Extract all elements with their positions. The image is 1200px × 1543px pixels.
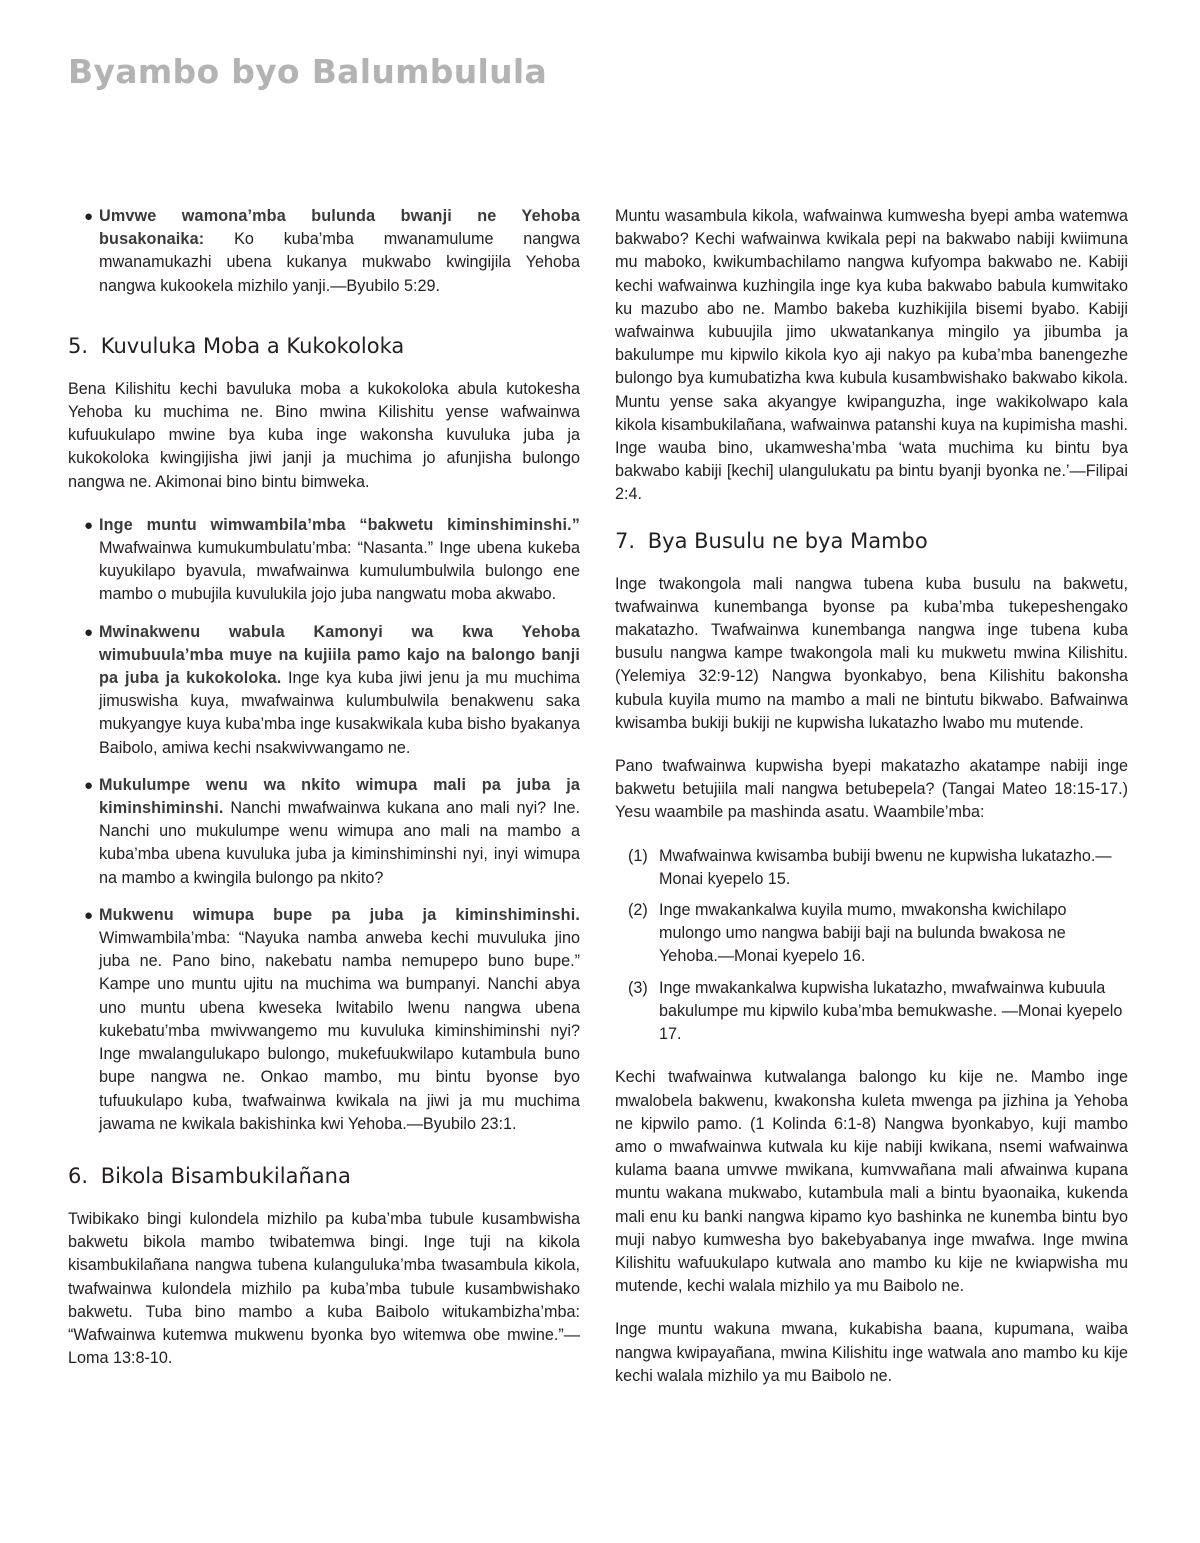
- section-title: Kuvuluka Moba a Kukokoloka: [100, 333, 405, 358]
- section-heading-6: [68, 1162, 580, 1190]
- bullet-dot-icon: ●: [84, 208, 94, 225]
- bullet-text: Ko kuba’mba mwanamulume nangwa mwanamukazhi ubena kukanya mukwabo kwingijila Yehoba nangwa kukookela mizhilo yanji.—Byubilo 5:29.: [99, 230, 580, 295]
- section-7-paragraph: Pano twafwainwa kupwisha byepi makatazho akatampe nabiji inge bakwetu betujiila mali nangwa betubepela? (Tangai Mateo 18:15-17.) Yesu waambile pa mashinda asatu. Waambile’mba:: [615, 757, 1128, 822]
- section-number: 6.: [68, 1163, 89, 1188]
- section-heading-5: [68, 332, 580, 360]
- bullet-dot-icon: ●: [84, 623, 94, 641]
- step-number: (2): [628, 901, 648, 920]
- running-title: Byambo byo Balumbulula: [68, 52, 548, 91]
- bullet-dot-icon: ●: [84, 516, 94, 534]
- step-text: Inge mwakankalwa kuyila mumo, mwakonsha kwichilapo mulongo umo nangwa babiji baji na bulunda bwakosa ne Yehoba.—Monai kyepelo 16.: [659, 901, 1067, 966]
- left-column: [68, 205, 580, 1370]
- section-7-paragraph: Kechi twafwainwa kutwalanga balongo ku kije ne. Mambo inge mwalobela bakwenu, kwakonsha kuleta mwenga pa jizhina ja Yehoba ne kipwilo pamo. (1 Kolinda 6:1-8) Nangwa byonkabyo, kuji mambo amo o mwafwainwa kutwala ku kije nabiji kwikana, nsemi wafwainwa kulama baana umvwe mwikana, kumvwañana mali afwainwa kupana muntu wakana mukwabo, kutambula mali a bintu byaonaika, kukenda mali enu ku banki nangwa kipamo kyo bashinka ne kunemba bintu byo muji nabyo kumwesha byo bakebyabanya inge mwafwa. Inge mwina Kilishitu wafuukulapo kutwala ano mambo ku kije ne kwiapwisha mu mutende, kechi walala mizhilo ya mu Baibolo ne.: [615, 1068, 1128, 1296]
- bullet-text: Inge kya kuba jiwi jenu ja mu muchima jimuswisha kuya, mwafwainwa kulumbulwila benakwenu saka mukyangye kuya kuba’mba inge kusakwikala kuba bisho byakanya Baibolo, amiwa kechi nsakwivwangamo ne.: [99, 669, 580, 757]
- bullet-dot-icon: ●: [84, 776, 94, 794]
- bullet-text: Nanchi mwafwainwa kukana ano mali nyi? Ine. Nanchi uno mukulumpe wenu wimupa ano mali na mambo a kuba’mba ubena kuvuluka juba ja kiminshiminshi nyi, inyi wimupa na mambo a kwingila bulongo pa nkito?: [99, 799, 580, 887]
- intro-bullet-list: [68, 205, 580, 298]
- steps-list: [615, 845, 1128, 1047]
- step-text: Mwafwainwa kwisamba bubiji bwenu ne kupwisha lukatazho.—Monai kyepelo 15.: [659, 846, 1112, 888]
- bullet-item: [68, 621, 580, 760]
- bullet-item: [68, 514, 580, 607]
- section-6-continued: Muntu wasambula kikola, wafwainwa kumwesha byepi amba watemwa bakwabo? Kechi wafwainwa kwikala pepi na bakwabo nabiji kwiimuna mu maboko, kwikumbachilamo nangwa kufyompa bakwabo ne. Kabiji kechi wafwainwa kuzhingila inge kya kuba bakwabo babula kumwitako ku mazubo abo ne. Mambo bakeba kuzhikijila bisemi byabo. Kabiji wafwainwa kubuujila jimo ukwatankanya mingilo ya jibumba ja bakulumpe mu kipwilo kikola kyo aji nakyo pa kuba’mba banengezhe bulongo bya kumubatizha kwa kubula kusambwishako bakwabo kikola. Muntu yense saka akyangye kwipanguzha, inge wakikolwapo kala kikola kisambukilañana, wafwainwa patanshi kuya na kupimisha mashi. Inge wauba bino, ukamwesha’mba ‘wata muchima ku bintu bya bakwabo kabiji [kechi] ulangulukatu pa bintu byanji byonka ne.’—Filipai 2:4.: [615, 207, 1128, 504]
- section-title: Bikola Bisambukilañana: [100, 1163, 351, 1188]
- section-number: 7.: [615, 528, 636, 553]
- step-item: [615, 899, 1128, 969]
- bullet-lead: Umvwe wamona’mba bulunda bwanji ne Yehoba busakonaika:: [99, 207, 580, 249]
- step-item: [615, 977, 1128, 1047]
- bullet-item: [68, 205, 580, 298]
- bullet-lead: Mukwenu wimupa bupe pa juba ja kiminshiminshi.: [99, 905, 580, 924]
- section-7-paragraph: Inge twakongola mali nangwa tubena kuba busulu na bakwetu, twafwainwa kunembanga byonse pa kuba’mba tukepeshengako makatazho. Twafwainwa kunembanga nangwa inge tubena kuba busulu nangwa kampe twakongola mali ku mukwetu mwina Kilishitu. (Yelemiya 32:9-12) Nangwa byonkabyo, bena Kilishitu bakonsha kubula kuyila mumo na mambo a mali ne bintutu bikwabo. Bafwainwa kwisamba bukiji bukiji ne kupwisha lukatazho lwabo mu mutende.: [615, 574, 1128, 732]
- section-title: Bya Busulu ne bya Mambo: [647, 528, 928, 553]
- bullet-text: Wimwambila’mba: “Nayuka namba anweba kechi muvuluka jino juba ne. Pano bino, nakebatu namba nemupepo buno bupe.” Kampe uno muntu ujitu na muchima wa bumpanyi. Nanchi abya uno muntu ubena kweseka lwitabilo lwenu nangwa ubena kukebatu’mba mwivwangemo mu kuvuluka kiminshiminshi nyi? Inge mwalangulukapo bulongo, mukefuukwilapo kutambula buno bupe nangwa ne. Onkao mambo, mu bintu byonse byo tufuukulapo kuba, twafwainwa kwikala na jiwi ja mu muchima jawama ne kwikala bakishinka kwi Yehoba.—Byubilo 23:1.: [99, 929, 580, 1133]
- step-text: Inge mwakankalwa kupwisha lukatazho, mwafwainwa kubuula bakulumpe mu kipwilo kuba’mba bemukwashe. —Monai kyepelo 17.: [659, 978, 1123, 1044]
- bullet-dot-icon: ●: [84, 906, 94, 924]
- section-number: 5.: [68, 333, 89, 358]
- section-5-intro: Bena Kilishitu kechi bavuluka moba a kukokoloka abula kutokesha Yehoba ku muchima ne. Bino mwina Kilishitu yense wafwainwa kufuukulapo mwine bya kuba inge wakonsha kuvuluka juba ja kukokoloka kwingijisha jiwi janji ja muchima jo afunjisha bulongo nangwa ne. Akimonai bino bintu bimweka.: [68, 379, 580, 491]
- bullet-lead: Mukulumpe wenu wa nkito wimupa mali pa juba ja kiminshiminshi.: [99, 775, 580, 818]
- section-7-paragraph: Inge muntu wakuna mwana, kukabisha baana, kupumana, waiba nangwa kwipayañana, mwina Kilishitu inge watwala ano mambo ku kije kechi walala mizhilo ya mu Baibolo ne.: [615, 1320, 1128, 1385]
- step-number: (3): [628, 978, 648, 997]
- bullet-lead: Inge muntu wimwambila’mba “bakwetu kiminshiminshi.”: [99, 515, 580, 534]
- bullet-lead: Mwinakwenu wabula Kamonyi wa kwa Yehoba wimubuula’mba muye na kujiila pamo kajo na balongo banji pa juba ja kukokoloka.: [99, 622, 580, 688]
- section-5-bullet-list: [68, 514, 580, 1136]
- step-number: (1): [628, 846, 648, 865]
- section-6-paragraph: Twibikako bingi kulondela mizhilo pa kuba’mba tubule kusambwisha bakwetu bikola mambo twibatemwa bingi. Inge tuji na kikola kisambukilañana nangwa tubena kulanguluka’mba twasambula kikola, twafwainwa kulondela mizhilo pa kuba’mba tubule kusambwishako bakwetu. Tuba bino mambo a kuba Baibolo witukambizha’mba: “Wafwainwa kutemwa mukwenu byonka byo witemwa obe mwine.”—Loma 13:8-10.: [68, 1209, 580, 1368]
- bullet-text: Mwafwainwa kumukumbulatu’mba: “Nasanta.” Inge ubena kukeba kuyukilapo byavula, mwafwainwa kumulumbulwila bulongo ene mambo o mubujila kuvulukila jojo juba nangwatu moba akwabo.: [99, 539, 580, 604]
- section-heading-7: [615, 527, 1128, 555]
- step-item: [615, 845, 1128, 891]
- right-column: [615, 205, 1128, 1388]
- bullet-item: [68, 774, 580, 890]
- bullet-item: [68, 904, 580, 1136]
